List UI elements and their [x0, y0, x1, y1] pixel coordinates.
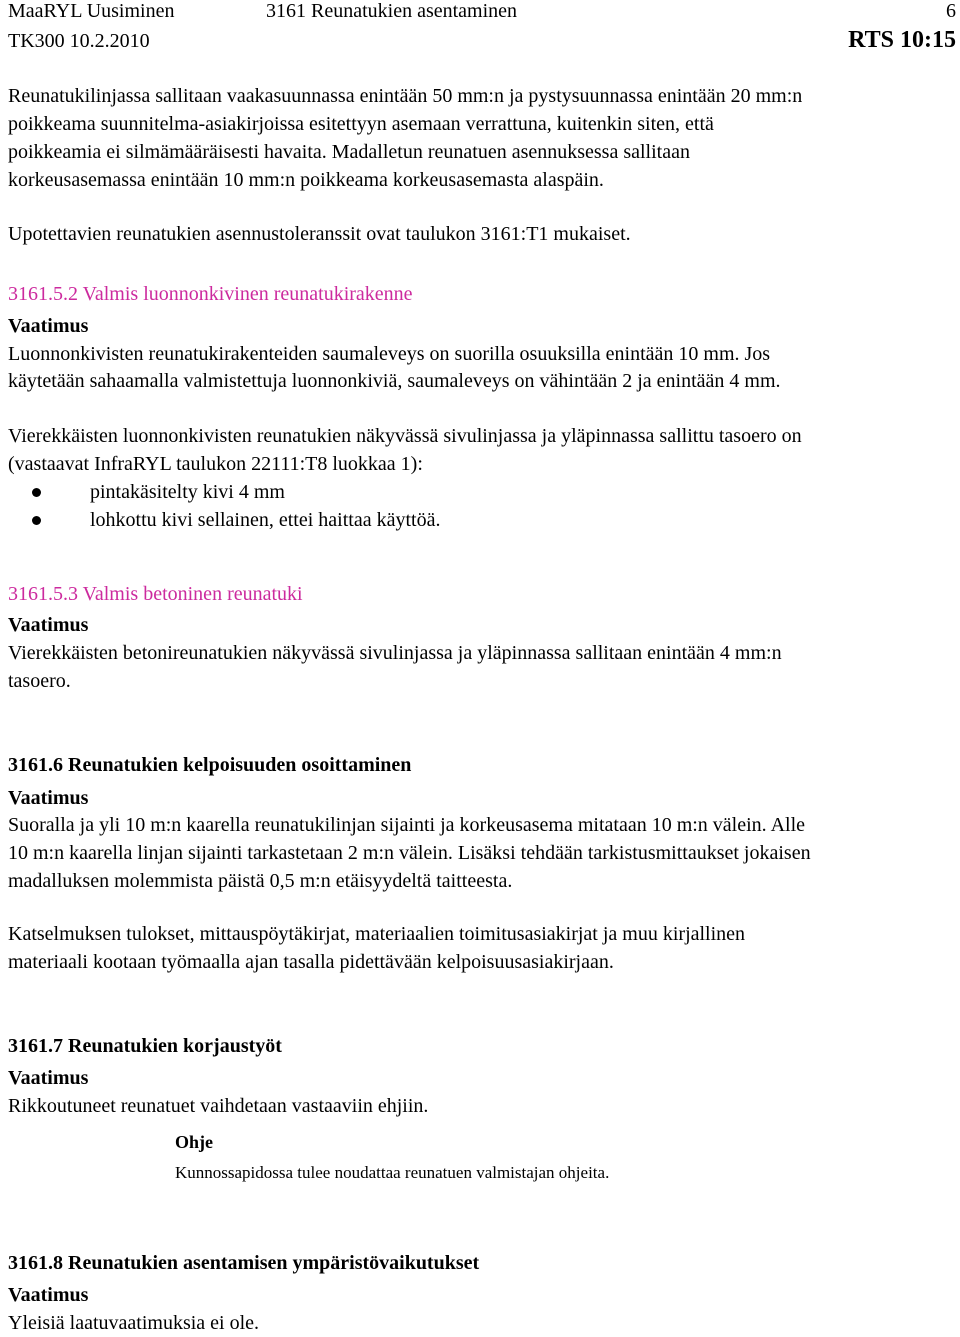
section-6-line-2: 10 m:n kaarella linjan sijainti tarkastetaan 2 m:n välein. Lisäksi tehdään tarkistusmittaukset jokaisen: [8, 842, 811, 864]
requirement-label-6: Vaatimus: [8, 787, 89, 809]
section-5-3-line-1: Vierekkäisten betonireunatukien näkyvässä sivulinjassa ja yläpinnassa sallitaan enintään 4 mm:n: [8, 642, 782, 664]
section-6-para2-line-1: Katselmuksen tulokset, mittauspöytäkirjat, materiaalien toimitusasiakirjat ja muu kirjallinen: [8, 923, 746, 945]
section-heading-7: 3161.7 Reunatukien korjaustyöt: [8, 1035, 282, 1057]
section-heading-8: 3161.8 Reunatukien asentamisen ympäristövaikutukset: [8, 1252, 480, 1274]
section-5-2-line-1: Luonnonkivisten reunatukirakenteiden saumaleveys on suorilla osuuksilla enintään 10 mm. Jos: [8, 343, 771, 365]
guide-text: Kunnossapidossa tulee noudattaa reunatuen valmistajan ohjeita.: [175, 1163, 610, 1182]
header-code: RTS 10:15: [848, 27, 956, 53]
section-5-3-line-2: tasoero.: [8, 670, 71, 692]
requirement-label-7: Vaatimus: [8, 1067, 89, 1089]
tolerance-reference: Upotettavien reunatukien asennustoleranssit ovat taulukon 3161:T1 mukaiset.: [8, 223, 631, 245]
section-6-line-1: Suoralla ja yli 10 m:n kaarella reunatukilinjan sijainti ja korkeusasema mitataan 10 m:n välein. Alle: [8, 814, 806, 836]
intro-line-2: poikkeama suunnitelma-asiakirjoissa esitettyyn asemaan verrattuna, kuitenkin siten, että: [8, 113, 714, 135]
bullet-icon: [32, 488, 41, 497]
intro-line-3: poikkeamia ei silmämääräisesti havaita. Madalletun reunatuen asennuksessa sallitaan: [8, 141, 690, 163]
section-8-line: Yleisiä laatuvaatimuksia ei ole.: [8, 1312, 260, 1334]
requirement-label-8: Vaatimus: [8, 1284, 89, 1306]
section-heading-6: 3161.6 Reunatukien kelpoisuuden osoittaminen: [8, 754, 412, 776]
list-item: lohkottu kivi sellainen, ettei haittaa käyttöä.: [90, 509, 441, 531]
section-5-2-line-2: käytetään sahaamalla valmistettuja luonnonkiviä, saumaleveys on vähintään 2 ja enintään 4 mm.: [8, 370, 781, 392]
guide-label: Ohje: [175, 1132, 213, 1152]
header-date: TK300 10.2.2010: [8, 30, 150, 52]
intro-line-4: korkeusasemassa enintään 10 mm:n poikkeama korkeusasemasta alaspäin.: [8, 169, 604, 191]
list-item: pintakäsitelty kivi 4 mm: [90, 481, 285, 503]
section-5-2-para2-line-2: (vastaavat InfraRYL taulukon 22111:T8 luokkaa 1):: [8, 453, 423, 475]
section-heading-5-2: 3161.5.2 Valmis luonnonkivinen reunatukirakenne: [8, 283, 413, 305]
intro-line-1: Reunatukilinjassa sallitaan vaakasuunnassa enintään 50 mm:n ja pystysuunnassa enintään 20 mm:n: [8, 85, 803, 107]
section-6-para2-line-2: materiaali kootaan työmaalla ajan tasalla pidettävään kelpoisuusasiakirjaan.: [8, 951, 614, 973]
bullet-icon: [32, 516, 41, 525]
header-document-title: 3161 Reunatukien asentaminen: [266, 0, 518, 22]
header-document-name: MaaRYL Uusiminen: [8, 0, 175, 22]
section-5-2-para2-line-1: Vierekkäisten luonnonkivisten reunatukien näkyvässä sivulinjassa ja yläpinnassa sallittu tasoero on: [8, 425, 802, 447]
requirement-label-5-2: Vaatimus: [8, 315, 89, 337]
section-heading-5-3: 3161.5.3 Valmis betoninen reunatuki: [8, 583, 303, 605]
section-7-line: Rikkoutuneet reunatuet vaihdetaan vastaaviin ehjiin.: [8, 1095, 429, 1117]
header-page-number: 6: [946, 0, 956, 22]
requirement-label-5-3: Vaatimus: [8, 614, 89, 636]
section-6-line-3: madalluksen molemmista päistä 0,5 m:n etäisyydeltä taitteesta.: [8, 870, 513, 892]
